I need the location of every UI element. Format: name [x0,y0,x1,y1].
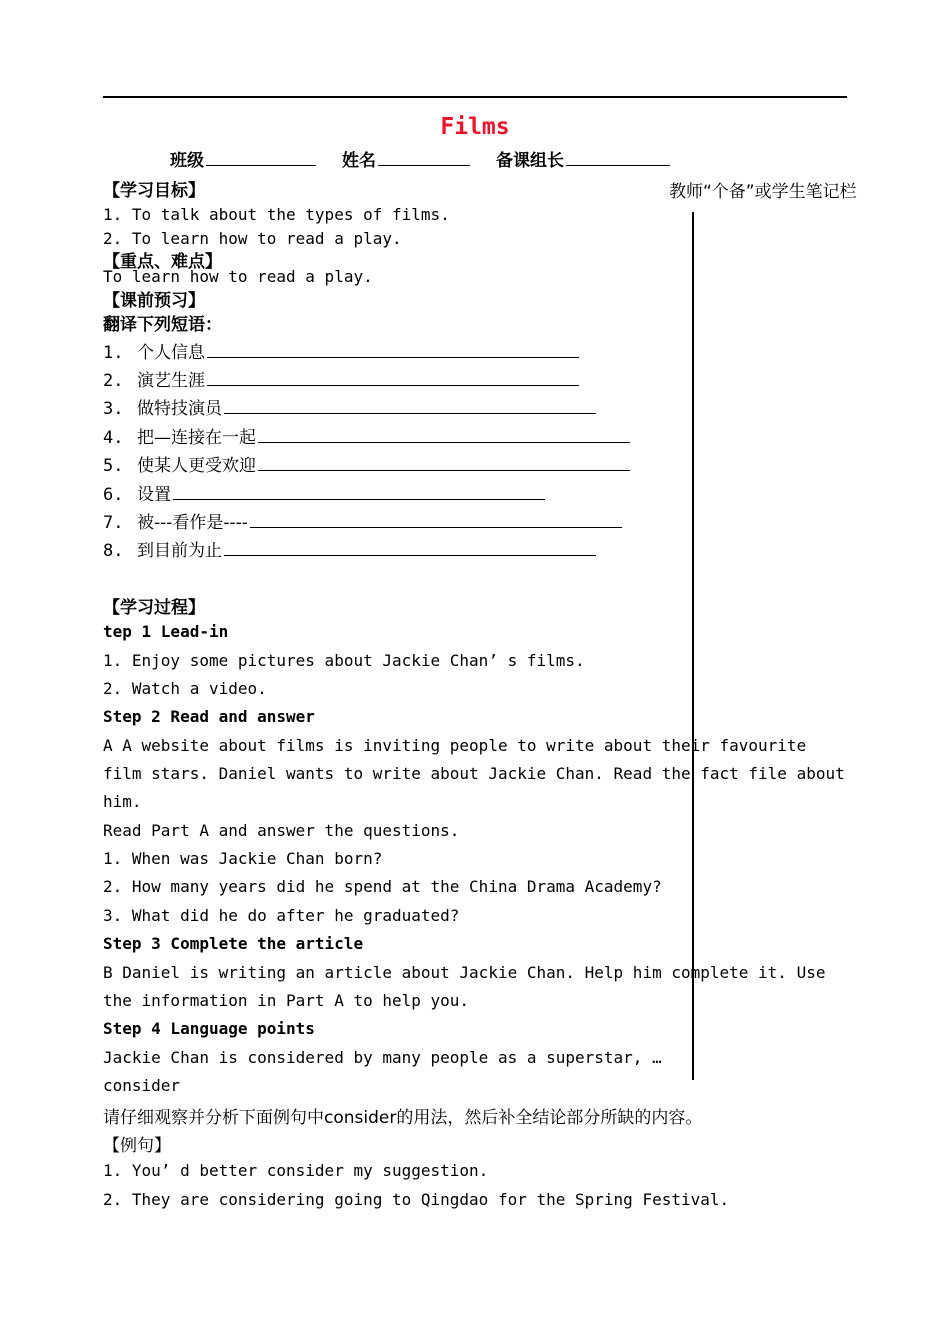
phrase-number: 4. [103,428,124,448]
step3-line: the information in Part A to help you. [103,991,470,1010]
phrase-number: 5. [103,456,124,476]
phrase-number: 1. [103,343,124,363]
preview-heading: 【课前预习】 [103,291,205,311]
page-title: Films [440,114,510,140]
answer-blank[interactable] [207,370,579,386]
phrase-item [103,394,596,419]
group-leader-blank[interactable] [566,150,670,166]
class-label: 班级 [170,151,204,171]
phrase-text: 演艺生涯 [137,371,205,391]
key-points-heading: 【重点、难点】 [103,252,222,272]
phrase-item [103,508,622,533]
name-field[interactable] [342,146,470,171]
phrase-number: 7. [103,513,124,533]
step3-title: Step 3 Complete the article [103,934,364,953]
phrase-number: 6. [103,485,124,505]
phrase-text: 设置 [137,485,171,505]
step2-question: 3. What did he do after he graduated? [103,906,460,925]
phrase-text: 使某人更受欢迎 [137,456,256,476]
group-leader-label: 备课组长 [496,151,564,171]
step2-question: 2. How many years did he spend at the China Drama Academy? [103,877,662,896]
top-rule [103,96,847,98]
examples-heading: 【例句】 [103,1136,171,1156]
objective-item: 2. To learn how to read a play. [103,229,402,248]
step4-instruction: 请仔细观察并分析下面例句中consider的用法，然后补全结论部分所缺的内容。 [103,1108,703,1128]
phrase-text: 到目前为止 [137,541,222,561]
phrase-item [103,366,579,391]
answer-blank[interactable] [258,427,630,443]
step4-sentence: Jackie Chan is considered by many people as a superstar, … [103,1048,662,1067]
step2-title: Step 2 Read and answer [103,707,315,726]
phrase-item [103,423,630,448]
class-field[interactable] [170,146,316,171]
process-heading: 【学习过程】 [103,598,205,618]
step2-paragraph-line: film stars. Daniel wants to write about Jackie Chan. Read the fact file about [103,764,845,783]
class-blank[interactable] [206,150,316,166]
phrase-text: 把—连接在一起 [137,428,256,448]
step1-title: tep 1 Lead-in [103,622,229,641]
answer-blank[interactable] [173,484,545,500]
phrase-number: 8. [103,541,124,561]
example-sentence: 2. They are considering going to Qingdao for the Spring Festival. [103,1190,730,1209]
step4-word: consider [103,1076,181,1095]
step4-title: Step 4 Language points [103,1019,315,1038]
phrase-item [103,536,596,561]
phrase-number: 2. [103,371,124,391]
answer-blank[interactable] [250,512,622,528]
name-label: 姓名 [342,151,376,171]
phrase-text: 被---看作是---- [137,513,248,533]
key-points-text: To learn how to read a play. [103,267,373,286]
notes-column-divider [692,212,694,1080]
name-blank[interactable] [378,150,470,166]
step2-question: 1. When was Jackie Chan born? [103,849,383,868]
answer-blank[interactable] [224,540,596,556]
step1-item: 1. Enjoy some pictures about Jackie Chan’ s films. [103,651,585,670]
preview-instruction: 翻译下列短语： [103,315,222,335]
group-leader-field[interactable] [496,146,670,171]
phrase-item [103,451,630,476]
step2-paragraph-line: him. [103,792,142,811]
objective-item: 1. To talk about the types of films. [103,205,450,224]
answer-blank[interactable] [207,342,579,358]
step2-paragraph-line: A A website about films is inviting people to write about their favourite [103,736,807,755]
step1-item: 2. Watch a video. [103,679,267,698]
step2-instruction: Read Part A and answer the questions. [103,821,460,840]
phrase-text: 个人信息 [137,343,205,363]
side-note-label: 教师“个备”或学生笔记栏 [669,182,857,202]
phrase-item [103,338,579,363]
step3-line: B Daniel is writing an article about Jackie Chan. Help him complete it. Use [103,963,826,982]
objectives-heading: 【学习目标】 [103,181,205,201]
answer-blank[interactable] [224,398,596,414]
phrase-number: 3. [103,399,124,419]
answer-blank[interactable] [258,455,630,471]
phrase-item [103,480,545,505]
phrase-text: 做特技演员 [137,399,222,419]
example-sentence: 1. You’ d better consider my suggestion. [103,1161,489,1180]
